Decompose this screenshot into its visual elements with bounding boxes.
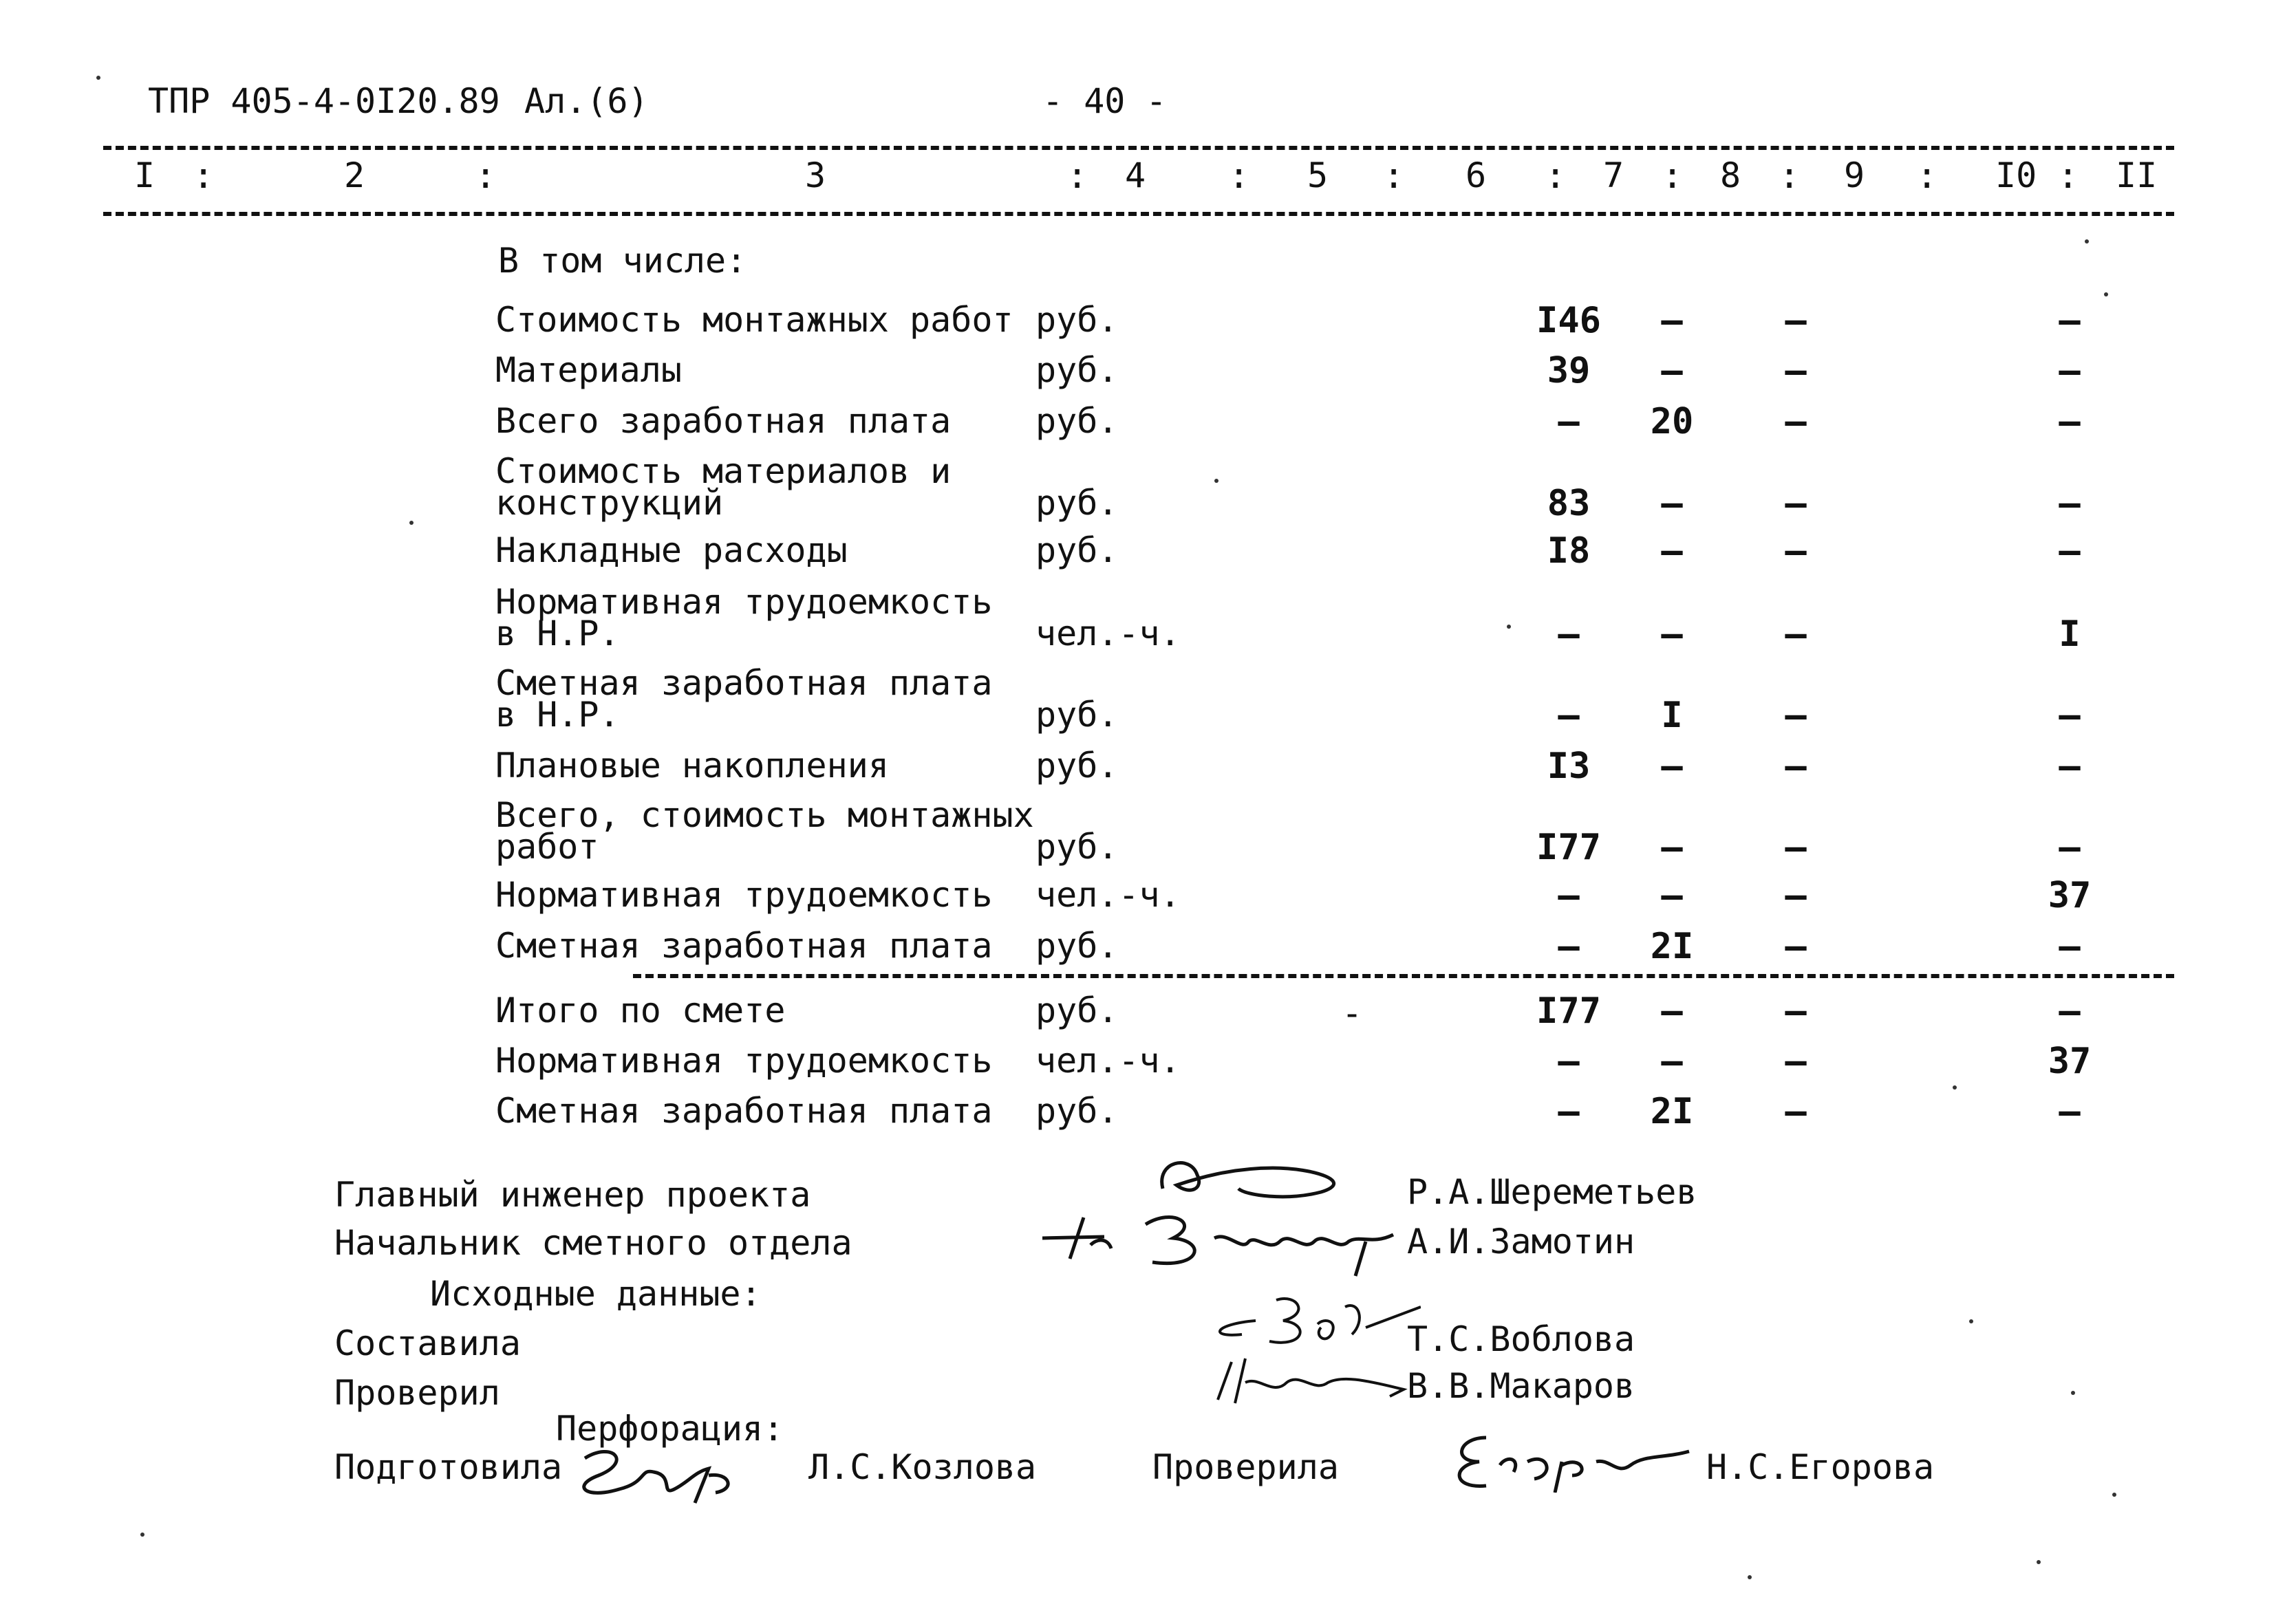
header-rule-bottom <box>103 212 2174 216</box>
compiled-name: Т.С.Воблова <box>1407 1319 1635 1359</box>
row-label: Всего заработная плата <box>495 401 952 441</box>
cell-c11: – <box>2059 530 2081 572</box>
cell-c8: – <box>1661 350 1683 391</box>
cell-c9: – <box>1785 350 1807 391</box>
checked-label: Проверил <box>334 1373 500 1413</box>
cell-c7: I3 <box>1547 746 1591 787</box>
cell-c7: I77 <box>1536 827 1601 868</box>
head-estimate-label: Начальник сметного отдела <box>334 1223 852 1263</box>
cell-c7: 83 <box>1547 483 1591 524</box>
row-label: Нормативная трудоемкость <box>495 582 993 622</box>
cell-c8: – <box>1661 827 1683 868</box>
column-separator: : <box>1779 155 1801 197</box>
cell-c8: 20 <box>1650 401 1694 442</box>
speck <box>2071 1391 2075 1395</box>
speck <box>96 76 100 80</box>
speck <box>140 1533 144 1537</box>
cell-c9: – <box>1785 990 1807 1032</box>
column-header-3: 3 <box>805 155 826 195</box>
section-label: В том числе: <box>498 241 747 281</box>
cell-c9: – <box>1785 530 1807 572</box>
prepared-label: Подготовила <box>334 1447 563 1487</box>
cell-c7: – <box>1558 875 1580 916</box>
row-label: Материалы <box>495 350 682 390</box>
row-label: в Н.Р. <box>495 695 620 735</box>
row-label: Накладные расходы <box>495 530 848 570</box>
speck <box>2085 239 2089 243</box>
prepared-signature <box>557 1434 750 1513</box>
stray-mark: - <box>1342 993 1363 1033</box>
cell-c7: I46 <box>1536 300 1601 341</box>
cell-c9: – <box>1785 614 1807 655</box>
cell-c11: 37 <box>2048 875 2092 916</box>
row-label: Всего, стоимость монтажных <box>495 795 1034 835</box>
column-separator: : <box>1545 155 1567 197</box>
cell-c7: – <box>1558 695 1580 736</box>
speck <box>2037 1560 2041 1564</box>
row-label: Сметная заработная плата <box>495 926 993 966</box>
cell-c9: – <box>1785 300 1807 341</box>
prepared-name: Л.С.Козлова <box>808 1447 1037 1487</box>
row-unit: руб. <box>1035 300 1119 340</box>
cell-c7: I77 <box>1536 990 1601 1032</box>
row-unit: руб. <box>1035 530 1119 570</box>
row-unit: руб. <box>1035 990 1119 1030</box>
speck <box>1953 1085 1957 1090</box>
column-header-5: 5 <box>1307 155 1329 195</box>
cell-c11: – <box>2059 350 2081 391</box>
row-unit: руб. <box>1035 926 1119 966</box>
column-separator: : <box>2057 155 2079 197</box>
cell-c11: – <box>2059 483 2081 524</box>
row-label: Сметная заработная плата <box>495 1091 993 1131</box>
row-label: Стоимость монтажных работ <box>495 300 1013 340</box>
column-separator: : <box>1383 155 1405 197</box>
cell-c8: 2I <box>1650 1091 1694 1132</box>
cell-c9: – <box>1785 926 1807 967</box>
cell-c7: – <box>1558 1091 1580 1132</box>
cell-c11: – <box>2059 827 2081 868</box>
row-unit: руб. <box>1035 1091 1119 1131</box>
cell-c9: – <box>1785 1041 1807 1082</box>
row-unit: чел.-ч. <box>1035 614 1181 653</box>
cell-c9: – <box>1785 401 1807 442</box>
cell-c11: – <box>2059 746 2081 787</box>
speck <box>409 521 414 525</box>
perforation-label: Перфорация: <box>556 1409 784 1449</box>
checked-signature <box>1204 1348 1410 1413</box>
speck <box>1748 1575 1752 1579</box>
column-header-11: II <box>2116 155 2158 195</box>
column-header-8: 8 <box>1720 155 1741 195</box>
cell-c11: I <box>2059 614 2081 655</box>
cell-c8: – <box>1661 875 1683 916</box>
speck <box>1507 625 1511 629</box>
cell-c11: – <box>2059 1091 2081 1132</box>
cell-c11: – <box>2059 401 2081 442</box>
row-label: в Н.Р. <box>495 614 620 653</box>
column-separator: : <box>475 155 497 197</box>
checked2-signature <box>1445 1424 1693 1495</box>
page-number: - 40 - <box>1042 81 1167 121</box>
cell-c9: – <box>1785 746 1807 787</box>
cell-c8: – <box>1661 990 1683 1032</box>
compiled-label: Составила <box>334 1323 521 1363</box>
cell-c9: – <box>1785 695 1807 736</box>
checked2-name: Н.С.Егорова <box>1706 1447 1935 1487</box>
chief-engineer-name: Р.А.Шереметьев <box>1407 1172 1697 1212</box>
column-header-2: 2 <box>344 155 365 195</box>
totals-separator <box>633 974 2174 978</box>
cell-c7: – <box>1558 926 1580 967</box>
column-separator: : <box>1228 155 1250 197</box>
cell-c9: – <box>1785 483 1807 524</box>
checked-name: В.В.Макаров <box>1407 1366 1635 1406</box>
cell-c8: – <box>1661 483 1683 524</box>
column-header-9: 9 <box>1844 155 1865 195</box>
head-estimate-name: А.И.Замотин <box>1407 1222 1635 1262</box>
row-unit: чел.-ч. <box>1035 875 1181 915</box>
cell-c8: – <box>1661 530 1683 572</box>
cell-c11: – <box>2059 990 2081 1032</box>
cell-c7: – <box>1558 614 1580 655</box>
cell-c7: – <box>1558 1041 1580 1082</box>
chief-engineer-signature <box>1149 1147 1369 1212</box>
cell-c7: 39 <box>1547 350 1591 391</box>
cell-c11: – <box>2059 926 2081 967</box>
column-header-6: 6 <box>1466 155 1487 195</box>
header-rule-top <box>103 146 2174 150</box>
album-label: Ал.(6) <box>524 81 649 121</box>
cell-c9: – <box>1785 1091 1807 1132</box>
row-label: Стоимость материалов и <box>495 451 952 491</box>
row-label: Сметная заработная плата <box>495 663 993 703</box>
row-label: Итого по смете <box>495 990 786 1030</box>
row-unit: руб. <box>1035 827 1119 867</box>
cell-c8: – <box>1661 614 1683 655</box>
column-header-7: 7 <box>1603 155 1624 195</box>
row-unit: руб. <box>1035 401 1119 441</box>
cell-c11: – <box>2059 300 2081 341</box>
row-unit: руб. <box>1035 483 1119 523</box>
speck <box>1214 479 1218 483</box>
initial-data-label: Исходные данные: <box>430 1274 762 1314</box>
cell-c8: – <box>1661 746 1683 787</box>
cell-c8: I <box>1661 695 1683 736</box>
column-header-1: I <box>134 155 155 195</box>
row-unit: руб. <box>1035 695 1119 735</box>
cell-c11: – <box>2059 695 2081 736</box>
column-separator: : <box>1916 155 1938 197</box>
cell-c7: – <box>1558 401 1580 442</box>
cell-c9: – <box>1785 827 1807 868</box>
row-unit: чел.-ч. <box>1035 1041 1181 1081</box>
row-label: Нормативная трудоемкость <box>495 1041 993 1081</box>
cell-c9: – <box>1785 875 1807 916</box>
row-label: конструкций <box>495 483 724 523</box>
column-separator: : <box>1066 155 1088 197</box>
column-separator: : <box>193 155 215 197</box>
cell-c8: 2I <box>1650 926 1694 967</box>
column-header-4: 4 <box>1125 155 1146 195</box>
checked2-label: Проверила <box>1152 1447 1339 1487</box>
cell-c7: I8 <box>1547 530 1591 572</box>
cell-c11: 37 <box>2048 1041 2092 1082</box>
speck <box>1969 1319 1973 1323</box>
column-header-10: I0 <box>1995 155 2037 195</box>
speck <box>2112 1493 2116 1497</box>
row-label: работ <box>495 827 599 867</box>
column-separator: : <box>1662 155 1684 197</box>
row-label: Нормативная трудоемкость <box>495 875 993 915</box>
row-unit: руб. <box>1035 350 1119 390</box>
cell-c8: – <box>1661 300 1683 341</box>
speck <box>2104 292 2108 296</box>
row-label: Плановые накопления <box>495 746 889 786</box>
chief-engineer-label: Главный инженер проекта <box>334 1175 811 1215</box>
head-estimate-signature <box>1042 1204 1414 1282</box>
row-unit: руб. <box>1035 746 1119 786</box>
document-code: ТПР 405-4-0I20.89 <box>148 81 500 121</box>
cell-c8: – <box>1661 1041 1683 1082</box>
